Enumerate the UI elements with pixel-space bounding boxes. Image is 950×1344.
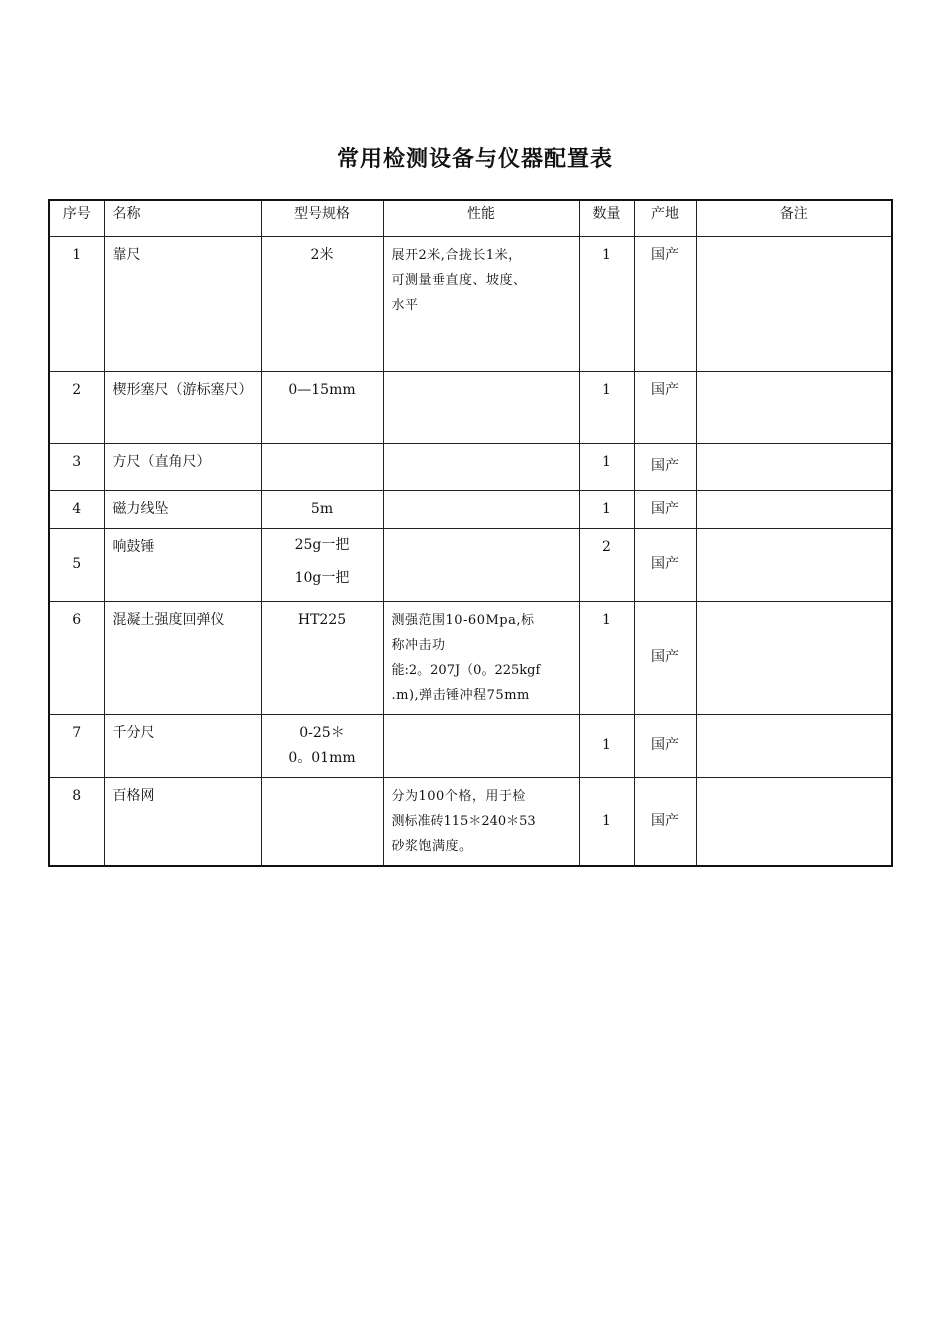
cell-origin: 国产	[634, 777, 696, 866]
table-header-row	[49, 200, 892, 236]
table-row	[49, 443, 892, 490]
performance-line: 展开2米,合拢长1米，	[391, 247, 522, 263]
cell-name: 百格网	[104, 777, 261, 866]
cell-name: 靠尺	[104, 236, 261, 371]
cell-quantity: 1	[579, 236, 634, 371]
cell-model	[261, 490, 383, 528]
table-row	[49, 528, 892, 601]
cell-no: 5	[49, 528, 104, 601]
cell-remarks	[696, 601, 892, 714]
cell-no: 2	[49, 371, 104, 443]
model-line: 2米	[310, 246, 334, 263]
model-line: 10g一把	[294, 569, 350, 586]
cell-origin: 国产	[634, 528, 696, 601]
performance-line: 分为100个格，用于检	[391, 788, 526, 804]
cell-name: 响鼓锤	[104, 528, 261, 601]
cell-quantity: 1	[579, 714, 634, 777]
cell-model	[261, 601, 383, 714]
model-line: 0。01mm	[288, 749, 356, 766]
cell-performance	[383, 371, 579, 443]
cell-origin: 国产	[634, 443, 696, 490]
cell-remarks	[696, 777, 892, 866]
cell-model	[261, 777, 383, 866]
model-line: HT225	[297, 611, 347, 628]
cell-origin: 国产	[634, 490, 696, 528]
model-line: 0—15mm	[288, 381, 356, 398]
cell-no: 3	[49, 443, 104, 490]
header-performance: 性能	[383, 200, 579, 236]
header-remarks: 备注	[696, 200, 892, 236]
cell-quantity: 1	[579, 490, 634, 528]
cell-model	[261, 528, 383, 601]
cell-name: 混凝土强度回弹仪	[104, 601, 261, 714]
cell-origin: 国产	[634, 601, 696, 714]
cell-no: 8	[49, 777, 104, 866]
performance-line: 测标准砖115＊240＊53	[391, 813, 536, 829]
performance-line: 可测量垂直度、坡度、	[391, 272, 527, 288]
cell-model	[261, 443, 383, 490]
cell-name: 楔形塞尺（游标塞尺）	[104, 371, 261, 443]
cell-quantity: 1	[579, 443, 634, 490]
cell-remarks	[696, 528, 892, 601]
page-title: 常用检测设备与仪器配置表	[336, 147, 613, 172]
cell-model	[261, 236, 383, 371]
cell-origin: 国产	[634, 236, 696, 371]
performance-line: 砂浆饱满度。	[391, 838, 473, 854]
cell-model	[261, 714, 383, 777]
cell-performance	[383, 236, 579, 371]
performance-line: 测强范围10-60Mpa,标	[391, 612, 535, 628]
cell-name: 方尺（直角尺）	[104, 443, 261, 490]
cell-remarks	[696, 236, 892, 371]
cell-model	[261, 371, 383, 443]
cell-origin: 国产	[634, 371, 696, 443]
cell-no: 6	[49, 601, 104, 714]
header-no: 序号	[49, 200, 104, 236]
cell-no: 1	[49, 236, 104, 371]
cell-performance	[383, 490, 579, 528]
performance-line: 水平	[391, 297, 419, 313]
cell-performance	[383, 528, 579, 601]
table-row	[49, 236, 892, 371]
cell-remarks	[696, 714, 892, 777]
cell-remarks	[696, 443, 892, 490]
cell-remarks	[696, 371, 892, 443]
model-line: 0-25＊	[299, 724, 345, 741]
cell-performance	[383, 714, 579, 777]
table-row	[49, 601, 892, 714]
cell-no: 4	[49, 490, 104, 528]
cell-performance	[383, 601, 579, 714]
header-origin: 产地	[634, 200, 696, 236]
performance-line: 能:2。207J（0。225kgf	[391, 662, 541, 678]
cell-performance	[383, 443, 579, 490]
cell-name: 千分尺	[104, 714, 261, 777]
model-line: 5m	[310, 500, 334, 517]
table-row	[49, 777, 892, 866]
cell-quantity: 1	[579, 601, 634, 714]
cell-remarks	[696, 490, 892, 528]
table-row	[49, 371, 892, 443]
header-quantity: 数量	[579, 200, 634, 236]
cell-quantity: 2	[579, 528, 634, 601]
model-line: 25g一把	[294, 536, 350, 553]
table-row	[49, 714, 892, 777]
cell-quantity: 1	[579, 777, 634, 866]
cell-performance	[383, 777, 579, 866]
performance-line: 称冲击功	[391, 637, 446, 653]
cell-no: 7	[49, 714, 104, 777]
header-model: 型号规格	[261, 200, 383, 236]
cell-origin: 国产	[634, 714, 696, 777]
cell-name: 磁力线坠	[104, 490, 261, 528]
equipment-table	[48, 199, 893, 867]
header-name: 名称	[104, 200, 261, 236]
performance-line: .m),弹击锤冲程75mm	[391, 687, 530, 703]
table-row	[49, 490, 892, 528]
cell-quantity: 1	[579, 371, 634, 443]
